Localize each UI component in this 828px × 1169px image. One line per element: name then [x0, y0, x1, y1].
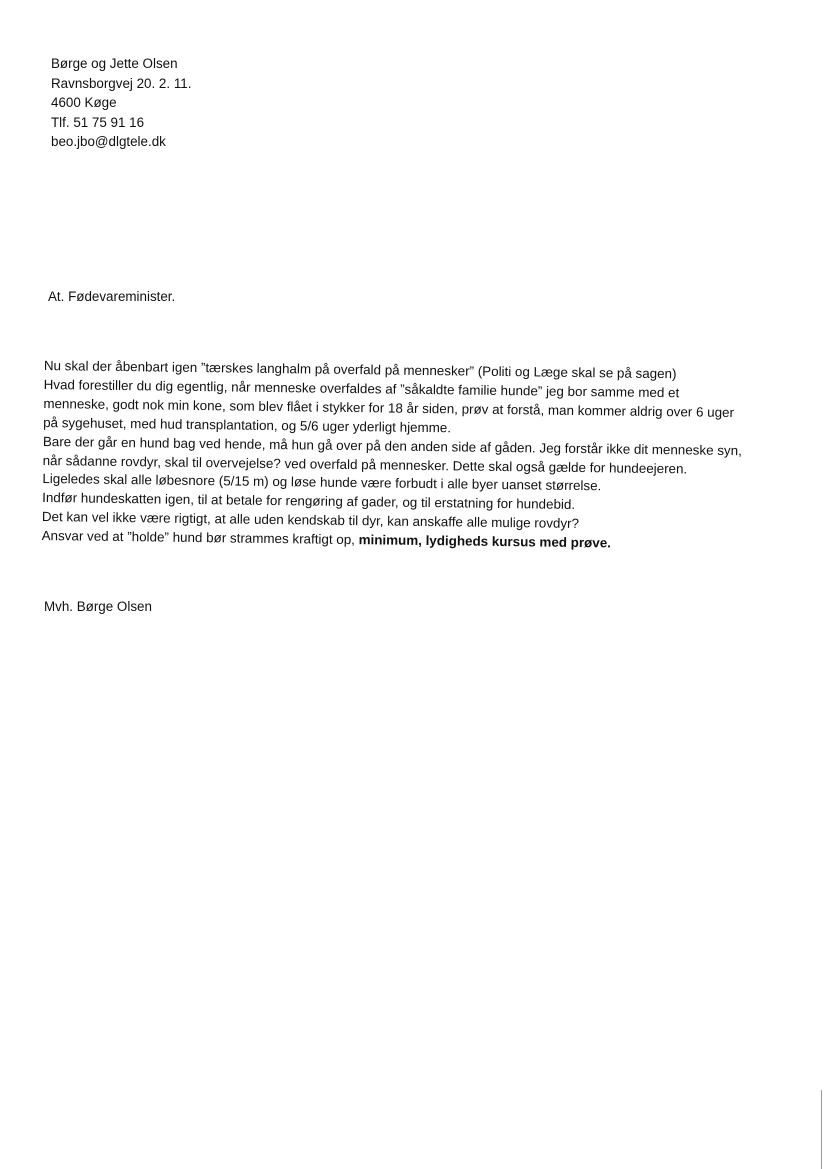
sender-street: Ravnsborgvej 20. 2. 11. [51, 75, 192, 91]
recipient-line: At. Fødevareminister. [48, 289, 176, 304]
body-paragraph: Hvad forestiller du dig egentlig, når menneske overfaldes af ”såkaldte familie hunde” jeg bor samme med et menneske, godt nok min kone, som blev flået i stykker for 18 år siden, prøv at forstå, man kommer aldrig over 6 uger på sygehuset, med hud transplantation, og 5/6 uger yderligt hjemme. [43, 376, 735, 436]
sender-name: Børge og Jette Olsen [51, 56, 178, 71]
body-last-text: Ansvar ved at ”holde” hund bør strammes kraftigt op, [41, 528, 359, 548]
sender-email: beo.jbo@dlgtele.dk [51, 134, 166, 150]
signoff: Mvh. Børge Olsen [44, 599, 152, 614]
sender-address-block [51, 54, 191, 152]
scan-edge-line [821, 1090, 822, 1169]
body-paragraph: Bare der går en hund bag ved hende, må hun gå over på den anden side af gåden. Jeg forstår ikke dit menneske syn, når sådanne rovdyr, skal til overvejelse? ved overfald på mennesker. Dette skal også gælde for hundeejeren. [42, 433, 742, 476]
body-paragraph: Det kan vel ikke være rigtigt, at alle uden kendskab til dyr, kan anskaffe alle mulige rovdyr? [41, 509, 580, 532]
sender-city: 4600 Køge [51, 95, 117, 111]
sender-phone: Tlf. 51 75 91 16 [51, 114, 145, 130]
body-paragraph: Ligeledes skal alle løbesnore (5/15 m) og løse hunde være forbudt i alle byer uanset størrelse. [42, 471, 602, 494]
body-paragraph: Nu skal der åbenbart igen ”tærskes langhalm på overfald på mennesker” (Politi og Læge skal se på sagen) [43, 357, 677, 382]
body-paragraph: Indfør hundeskatten igen, til at betale for rengøring af gader, og til erstatning for hundebid. [42, 490, 576, 513]
letter-body [42, 357, 744, 555]
body-last-bold-text: minimum, lydigheds kursus med prøve. [358, 532, 612, 551]
